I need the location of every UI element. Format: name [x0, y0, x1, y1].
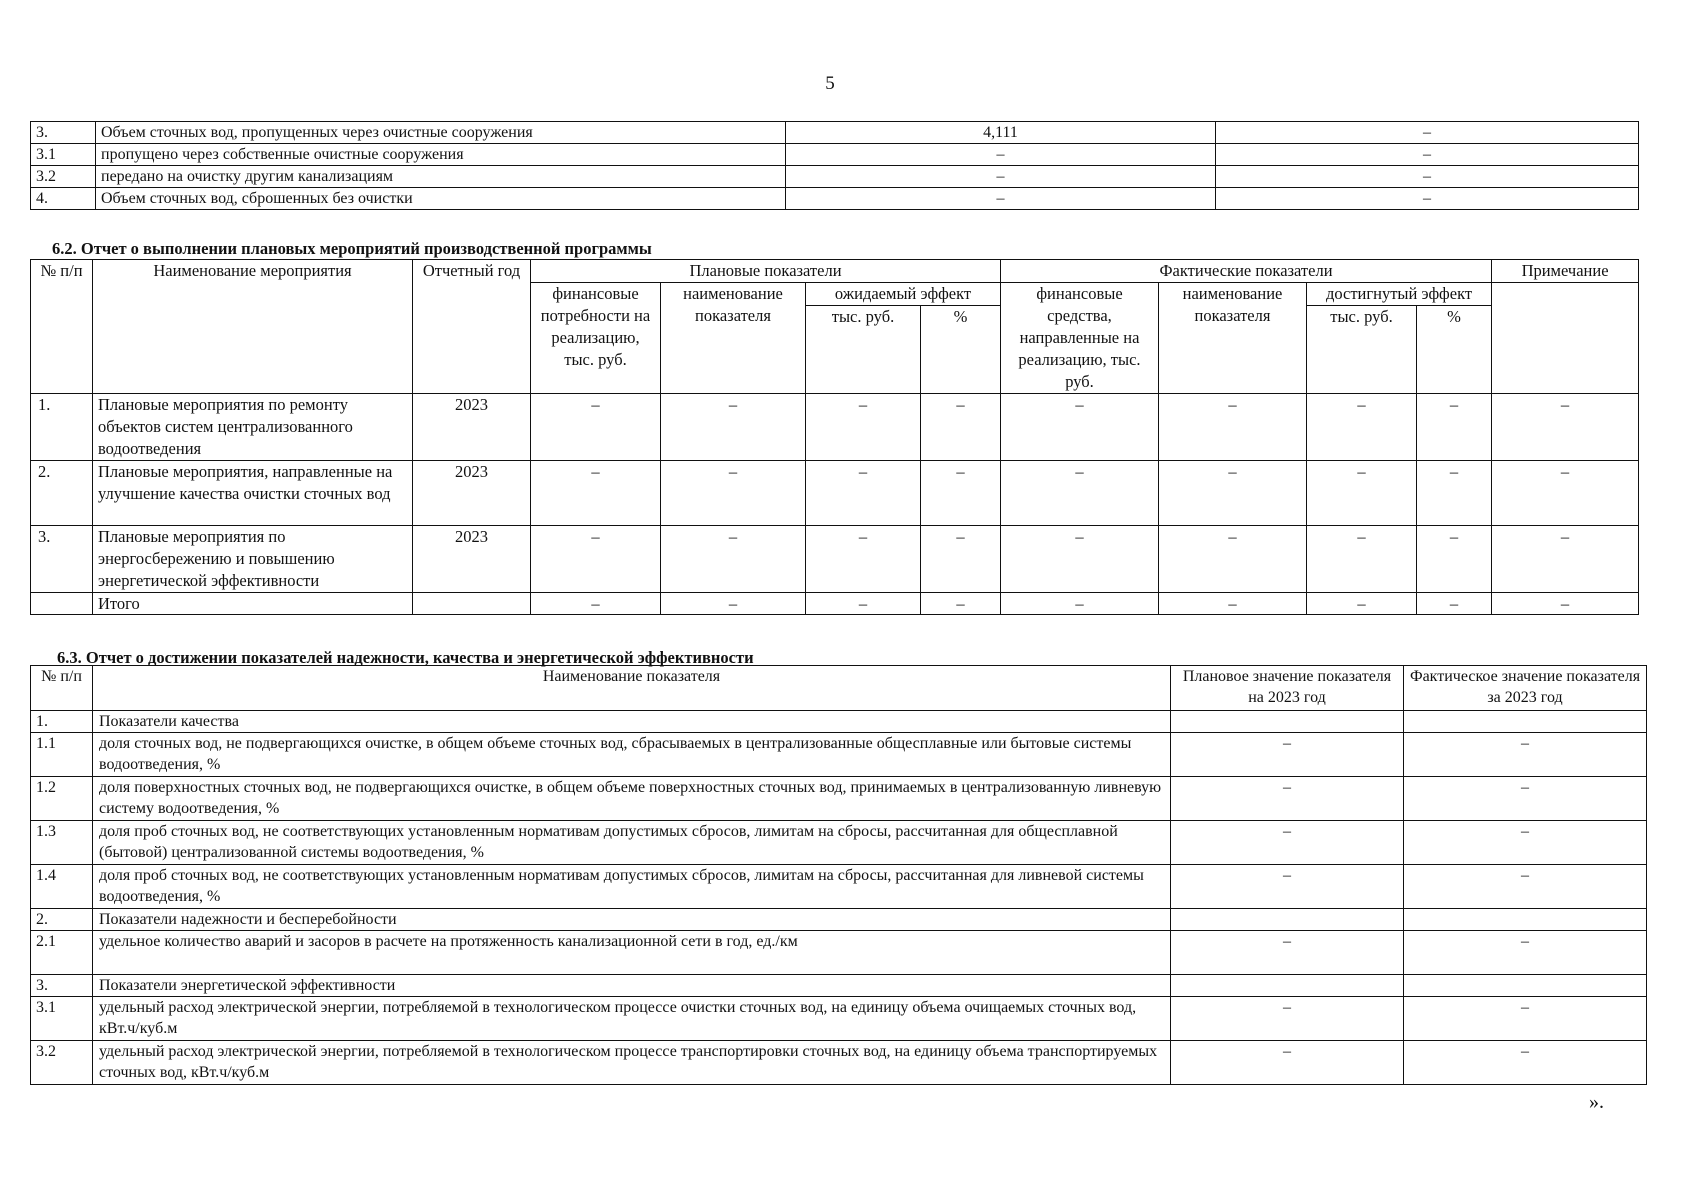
fact-value	[1404, 975, 1647, 997]
value-cell: –	[1307, 526, 1417, 593]
total-value-cell: –	[531, 593, 661, 615]
value-cell: –	[1417, 526, 1492, 593]
row-number: 3.1	[31, 144, 96, 166]
value-cell: –	[806, 461, 921, 526]
indicator-name: доля поверхностных сточных вод, не подвергающихся очистке, в общем объеме поверхностных сточных вод, принимаемых в централизованную ливневую систему водоотведения, %	[93, 777, 1171, 821]
row-number: 3.1	[31, 997, 93, 1041]
page-number: 5	[825, 73, 835, 94]
row-number: 3.2	[31, 1041, 93, 1085]
value-cell: –	[1001, 461, 1159, 526]
value-cell: –	[531, 526, 661, 593]
value-cell: –	[921, 526, 1001, 593]
fact-value: –	[1404, 821, 1647, 865]
fact-value: –	[1216, 144, 1639, 166]
header-expected-effect: ожидаемый эффект	[806, 283, 1001, 306]
value-cell: –	[1307, 394, 1417, 461]
row-number: 2.	[31, 461, 93, 526]
table-row	[31, 711, 1647, 733]
total-row	[31, 593, 1639, 615]
fact-value: –	[1404, 865, 1647, 909]
report-year: 2023	[413, 461, 531, 526]
header-plan-value: Плановое значение показателя на 2023 год	[1171, 666, 1404, 711]
row-number: 1.3	[31, 821, 93, 865]
total-value-cell: –	[921, 593, 1001, 615]
value-cell: –	[806, 394, 921, 461]
table-row	[31, 909, 1647, 931]
table-row	[31, 997, 1647, 1041]
plan-value	[1171, 711, 1404, 733]
total-value-cell: –	[806, 593, 921, 615]
table-row	[31, 122, 1639, 144]
table-row	[31, 931, 1647, 975]
value-cell: –	[1417, 461, 1492, 526]
row-number-empty	[31, 593, 93, 615]
header-actual-indicator-name: наименование показателя	[1159, 283, 1307, 394]
indicator-name: Показатели надежности и бесперебойности	[93, 909, 1171, 931]
total-value-cell: –	[1492, 593, 1639, 615]
indicator-name: доля проб сточных вод, не соответствующих установленным нормативам допустимых сбросов, лимитам на сбросы, рассчитанная для общесплавной (бытовой) централизованной системы водоотведения, %	[93, 821, 1171, 865]
value-cell: –	[1001, 394, 1159, 461]
header-num: № п/п	[31, 666, 93, 711]
total-value-cell: –	[661, 593, 806, 615]
value-cell: –	[806, 526, 921, 593]
fact-value: –	[1404, 997, 1647, 1041]
row-number: 4.	[31, 188, 96, 210]
table-row	[31, 166, 1639, 188]
fact-value: –	[1404, 931, 1647, 975]
total-value-cell: –	[1417, 593, 1492, 615]
fact-value: –	[1404, 733, 1647, 777]
report-year: 2023	[413, 394, 531, 461]
value-cell: –	[921, 461, 1001, 526]
planned-activities-table	[30, 259, 1639, 615]
indicator-name: удельное количество аварий и засоров в расчете на протяженность канализационной сети в год, ед./км	[93, 931, 1171, 975]
header-expected-pct: %	[921, 306, 1001, 394]
table-row	[31, 526, 1639, 593]
header-note: Примечание	[1492, 260, 1639, 283]
indicator-name: Показатели качества	[93, 711, 1171, 733]
header-expected-rub: тыс. руб.	[806, 306, 921, 394]
value-cell: –	[1417, 394, 1492, 461]
value-cell: –	[661, 461, 806, 526]
table-row	[31, 461, 1639, 526]
year-empty	[413, 593, 531, 615]
plan-value: –	[1171, 931, 1404, 975]
header-actual-financial: финансовые средства, направленные на реализацию, тыс. руб.	[1001, 283, 1159, 394]
header-fact-value: Фактическое значение показателя за 2023 год	[1404, 666, 1647, 711]
table-row	[31, 188, 1639, 210]
plan-value: –	[1171, 997, 1404, 1041]
total-value-cell: –	[1159, 593, 1307, 615]
activity-name: Плановые мероприятия, направленные на улучшение качества очистки сточных вод	[93, 461, 413, 526]
fact-value	[1404, 711, 1647, 733]
plan-value: –	[786, 188, 1216, 210]
header-num: № п/п	[31, 260, 93, 394]
total-value-cell: –	[1307, 593, 1417, 615]
table-row	[31, 394, 1639, 461]
header-achieved-effect: достигнутый эффект	[1307, 283, 1492, 306]
closing-quote: ».	[1589, 1091, 1604, 1113]
plan-value: –	[786, 144, 1216, 166]
total-label: Итого	[93, 593, 413, 615]
row-number: 2.1	[31, 931, 93, 975]
value-cell: –	[1492, 394, 1639, 461]
value-cell: –	[1492, 461, 1639, 526]
row-number: 2.	[31, 909, 93, 931]
fact-value	[1404, 909, 1647, 931]
plan-value: –	[1171, 1041, 1404, 1085]
value-cell: –	[1159, 526, 1307, 593]
indicator-name: удельный расход электрической энергии, потребляемой в технологическом процессе транспортировки сточных вод, на единицу объема транспортируемых сточных вод, кВт.ч/куб.м	[93, 1041, 1171, 1085]
header-achieved-pct: %	[1417, 306, 1492, 394]
row-number: 3.	[31, 122, 96, 144]
value-cell: –	[1001, 526, 1159, 593]
activity-name: Плановые мероприятия по ремонту объектов систем централизованного водоотведения	[93, 394, 413, 461]
section-6-3-title: 6.3. Отчет о достижении показателей надежности, качества и энергетической эффективности	[57, 648, 754, 667]
plan-value: –	[786, 166, 1216, 188]
wastewater-volume-table	[30, 121, 1639, 210]
row-name: передано на очистку другим канализациям	[96, 166, 786, 188]
header-activity-name: Наименование мероприятия	[93, 260, 413, 394]
plan-value	[1171, 975, 1404, 997]
row-number: 3.	[31, 975, 93, 997]
plan-value	[1171, 909, 1404, 931]
header-achieved-rub: тыс. руб.	[1307, 306, 1417, 394]
table-row	[31, 865, 1647, 909]
plan-value: –	[1171, 865, 1404, 909]
indicator-name: Показатели энергетической эффективности	[93, 975, 1171, 997]
row-number: 1.4	[31, 865, 93, 909]
value-cell: –	[531, 394, 661, 461]
table-row	[31, 1041, 1647, 1085]
indicator-name: доля проб сточных вод, не соответствующих установленным нормативам допустимых сбросов, лимитам на сбросы, рассчитанная для ливневой системы водоотведения, %	[93, 865, 1171, 909]
row-name: Объем сточных вод, пропущенных через очистные сооружения	[96, 122, 786, 144]
header-indicator-name: Наименование показателя	[93, 666, 1171, 711]
row-name: Объем сточных вод, сброшенных без очистки	[96, 188, 786, 210]
table-row	[31, 733, 1647, 777]
header-planned-indicator-name: наименование показателя	[661, 283, 806, 394]
row-number: 1.	[31, 394, 93, 461]
plan-value: –	[1171, 777, 1404, 821]
fact-value: –	[1404, 777, 1647, 821]
header-planned-financial: финансовые потребности на реализацию, тыс. руб.	[531, 283, 661, 394]
indicator-name: доля сточных вод, не подвергающихся очистке, в общем объеме сточных вод, сбрасываемых в централизованные общесплавные или бытовые системы водоотведения, %	[93, 733, 1171, 777]
table-row	[31, 144, 1639, 166]
row-number: 1.1	[31, 733, 93, 777]
row-number: 3.2	[31, 166, 96, 188]
table-row	[31, 821, 1647, 865]
header-report-year: Отчетный год	[413, 260, 531, 394]
header-actual-indicators: Фактические показатели	[1001, 260, 1492, 283]
activity-name: Плановые мероприятия по энергосбережению и повышению энергетической эффективности	[93, 526, 413, 593]
fact-value: –	[1216, 122, 1639, 144]
header-note-empty	[1492, 283, 1639, 394]
value-cell: –	[1307, 461, 1417, 526]
value-cell: –	[1159, 394, 1307, 461]
table-row	[31, 975, 1647, 997]
value-cell: –	[1159, 461, 1307, 526]
value-cell: –	[661, 526, 806, 593]
table-row	[31, 777, 1647, 821]
row-number: 3.	[31, 526, 93, 593]
value-cell: –	[661, 394, 806, 461]
row-number: 1.	[31, 711, 93, 733]
row-number: 1.2	[31, 777, 93, 821]
fact-value: –	[1216, 166, 1639, 188]
fact-value: –	[1216, 188, 1639, 210]
indicator-name: удельный расход электрической энергии, потребляемой в технологическом процессе очистки сточных вод, на единицу объема очищаемых сточных вод, кВт.ч/куб.м	[93, 997, 1171, 1041]
section-6-2-title: 6.2. Отчет о выполнении плановых мероприятий производственной программы	[52, 239, 652, 258]
plan-value: 4,111	[786, 122, 1216, 144]
value-cell: –	[531, 461, 661, 526]
report-year: 2023	[413, 526, 531, 593]
plan-value: –	[1171, 821, 1404, 865]
indicators-table	[30, 665, 1647, 1085]
plan-value: –	[1171, 733, 1404, 777]
fact-value: –	[1404, 1041, 1647, 1085]
total-value-cell: –	[1001, 593, 1159, 615]
row-name: пропущено через собственные очистные сооружения	[96, 144, 786, 166]
value-cell: –	[921, 394, 1001, 461]
header-planned-indicators: Плановые показатели	[531, 260, 1001, 283]
value-cell: –	[1492, 526, 1639, 593]
